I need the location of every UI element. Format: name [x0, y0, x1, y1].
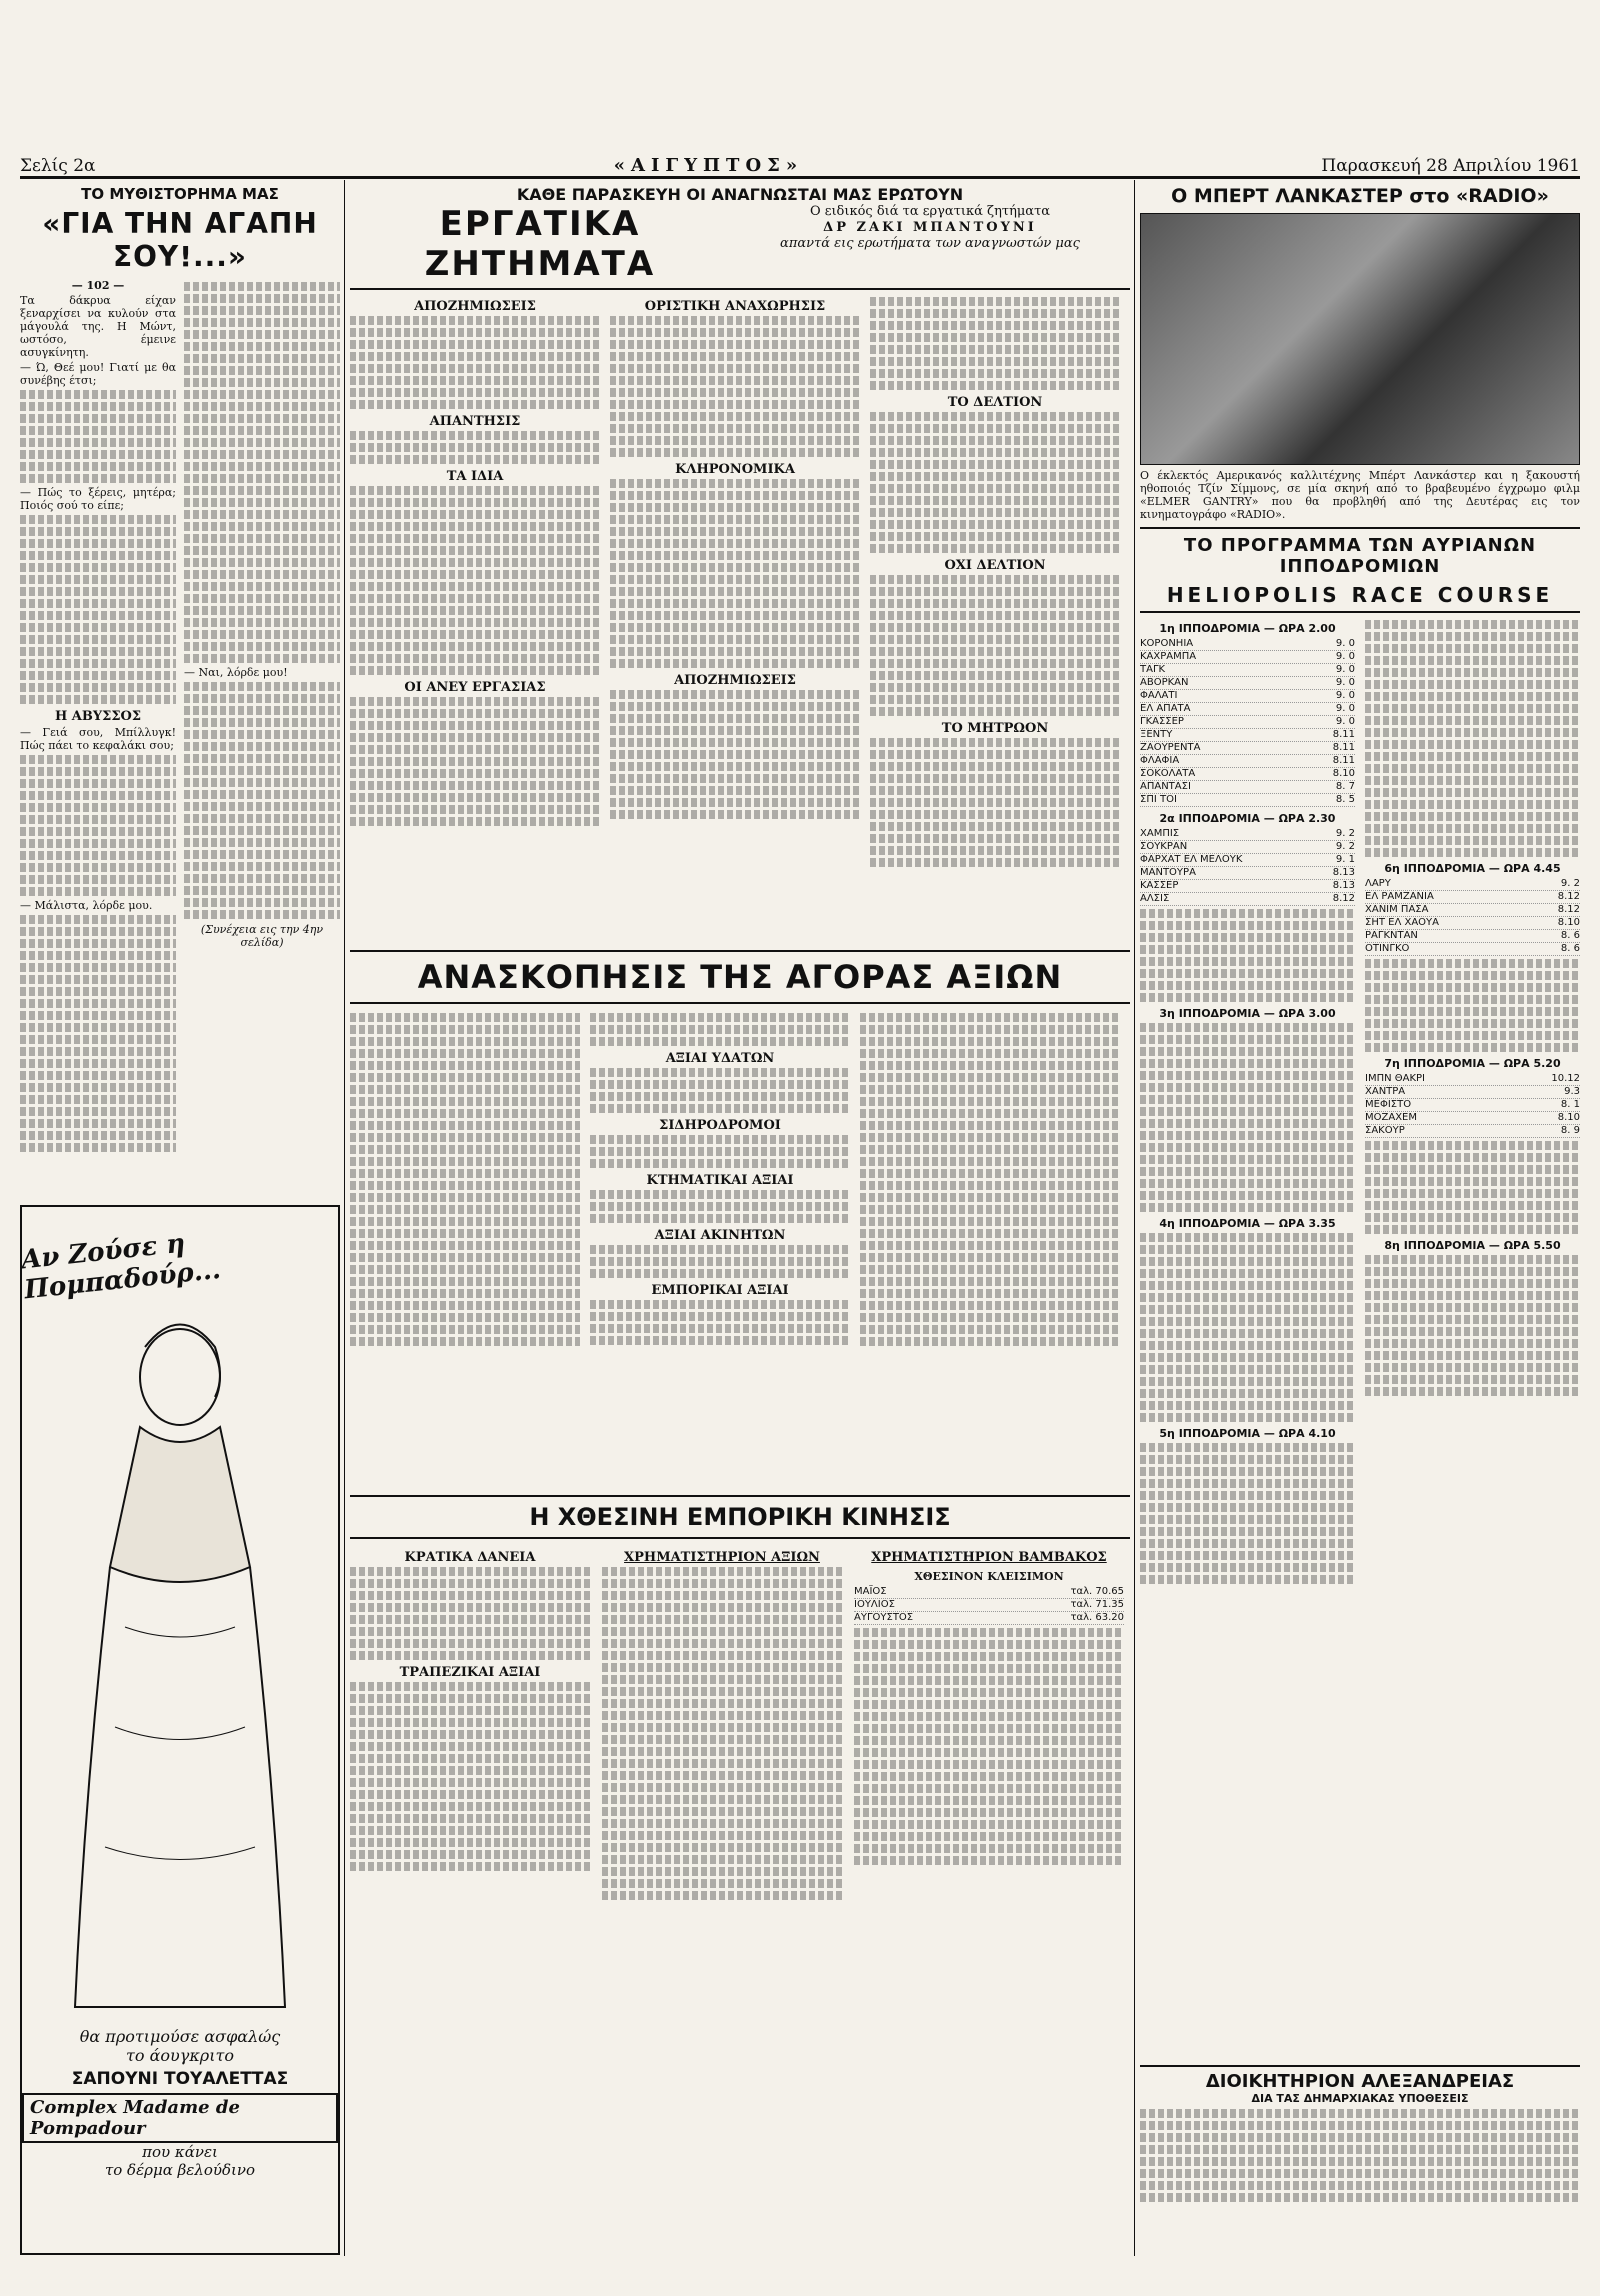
races-title: ΤΟ ΠΡΟΓΡΑΜΜΑ ΤΩΝ ΑΥΡΙΑΝΩΝ ΙΠΠΟΔΡΟΜΙΩΝ [1183, 535, 1537, 577]
race-entry [1140, 755, 1355, 768]
labour-col2-head-1: ΚΛΗΡΟΝΟΜΙΚΑ [675, 462, 795, 477]
horse-weight: 8.12 [1557, 904, 1580, 915]
right-column [1140, 185, 1580, 2256]
horse-name: ΚΑΣΣΕΡ [1140, 880, 1179, 891]
market-sub-4: ΕΜΠΟΡΙΚΑΙ ΑΞΙΑΙ [651, 1283, 789, 1298]
cotton-column [854, 1545, 1124, 1903]
labour-col1-head-1: ΤΑ ΙΔΙΑ [446, 469, 504, 484]
serial-text-right [184, 279, 340, 1155]
market-sub-2: ΚΤΗΜΑΤΙΚΑΙ ΑΞΙΑΙ [646, 1173, 794, 1188]
market-section [350, 950, 1130, 1490]
intro-line-3: απαντά εις ερωτήματα των αναγνωστών μας [780, 236, 1080, 251]
serial-continued: (Συνέχεια εις την 4ην σελίδα) [200, 923, 324, 949]
horse-weight: 8.12 [1332, 893, 1355, 904]
horse-name: ΓΚΑΣΣΕΡ [1140, 716, 1184, 727]
admin-text [1140, 2109, 1580, 2202]
horse-name: ΚΟΡΟΝΗΙΑ [1140, 638, 1194, 649]
serial-line-4: — Μάλιστα, λόρδε μου. [20, 899, 153, 912]
horse-weight: 8.12 [1557, 891, 1580, 902]
serial-line-2: — Πώς το ξέρεις, μητέρα; Ποιός σού το είπε; [20, 486, 176, 512]
paper-name: «ΑΙΓΥΠΤΟΣ» [613, 155, 804, 176]
horse-weight: 9. 2 [1335, 828, 1355, 839]
horse-name: ΦΑΡΧΑΤ ΕΛ ΜΕΛΟΥΚ [1140, 854, 1243, 865]
horse-name: ΑΠΑΝΤΑΣΙ [1140, 781, 1191, 792]
horse-name: ΣΑΚΟΥΡ [1365, 1125, 1405, 1136]
race-7-header: 7η ΙΠΠΟΔΡΟΜΙΑ — ΩΡΑ 5.20 [1384, 1057, 1561, 1070]
cotton-subtitle: ΧΘΕΣΙΝΟΝ ΚΛΕΙΣΙΜΟΝ [914, 1570, 1064, 1583]
horse-name: ΚΑΧΡΑΜΠΑ [1140, 651, 1197, 662]
cotton-title: ΧΡΗΜΑΤΙΣΤΗΡΙΟΝ ΒΑΜΒΑΚΟΣ [871, 1550, 1107, 1565]
labour-title: ΕΡΓΑΤΙΚΑ ΖΗΤΗΜΑΤΑ [424, 204, 656, 284]
race-entry [1140, 651, 1355, 664]
serial-line-3: — Γειά σου, Μπίλλυγκ! Πώς πάει το κεφαλάκι σου; [20, 726, 176, 752]
horse-name: ΜΟΖΑΧΕΜ [1365, 1112, 1417, 1123]
table-row [854, 1599, 1124, 1612]
race-entry [1140, 677, 1355, 690]
race-entry [1365, 904, 1580, 917]
serial-opening: Τα δάκρυα είχαν ξεναρχίσει να κυλούν στα μάγουλά της. Η Μώντ, ωστόσο, έμεινε ασυγκίνητη. [20, 294, 176, 359]
horse-weight: 9. 0 [1335, 703, 1355, 714]
races-right [1365, 617, 1580, 1587]
radio-kicker: Ο ΜΠΕΡΤ ΛΑΝΚΑΣΤΕΡ στο «RADIO» [1171, 185, 1549, 207]
ad-line-4: το δέρμα βελούδινο [104, 2161, 256, 2179]
labour-kicker: ΚΑΘΕ ΠΑΡΑΣΚΕΥΗ ΟΙ ΑΝΑΓΝΩΣΤΑΙ ΜΑΣ ΕΡΩΤΟΥΝ [516, 185, 964, 204]
soap-advertisement [20, 1205, 340, 2255]
horse-weight: 8. 6 [1560, 943, 1580, 954]
horse-weight: 8. 1 [1560, 1099, 1580, 1110]
race-entry [1140, 638, 1355, 651]
horse-weight: 8.11 [1332, 729, 1355, 740]
ad-slogan: Αν Ζούσε η Πομπαδούρ... [20, 1228, 223, 1306]
race-entry [1140, 664, 1355, 677]
horse-weight: 8.11 [1332, 755, 1355, 766]
ad-brand: Complex Madame de Pompadour [22, 2093, 338, 2143]
horse-weight: 8.13 [1332, 867, 1355, 878]
races-left [1140, 617, 1355, 1587]
race-1-header: 1η ΙΠΠΟΔΡΟΜΙΑ — ΩΡΑ 2.00 [1159, 622, 1336, 635]
ad-line-3: που κάνει [142, 2143, 218, 2161]
horse-name: ΑΒΟΡΚΑΝ [1140, 677, 1189, 688]
cotton-table [854, 1586, 1124, 1625]
horse-weight: 9. 2 [1335, 841, 1355, 852]
market-col-1 [350, 1010, 580, 1349]
horse-name: ΟΤΙΝΓΚΟ [1365, 943, 1410, 954]
commerce-section [350, 1495, 1130, 2255]
market-title: ΑΝΑΣΚΟΠΗΣΙΣ ΤΗΣ ΑΓΟΡΑΣ ΑΞΙΩΝ [417, 958, 1063, 996]
labour-col-1 [350, 294, 600, 870]
horse-name: ΣΟΚΟΛΑΤΑ [1140, 768, 1196, 779]
race-entry [1365, 917, 1580, 930]
stocks-column [602, 1545, 842, 1903]
horse-weight: 10.12 [1551, 1073, 1580, 1084]
table-row [854, 1586, 1124, 1599]
horse-name: ΕΛ ΡΑΜΖΑΝΙΑ [1365, 891, 1434, 902]
cotton-month: ΙΟΥΛΙΟΣ [854, 1599, 895, 1610]
race-6-header: 6η ΙΠΠΟΔΡΟΜΙΑ — ΩΡΑ 4.45 [1384, 862, 1561, 875]
commerce-title: Η ΧΘΕΣΙΝΗ ΕΜΠΟΡΙΚΗ ΚΙΝΗΣΙΣ [529, 1503, 951, 1531]
ad-product: ΣΑΠΟΥΝΙ ΤΟΥΑΛΕΤΤΑΣ [71, 2069, 289, 2089]
horse-name: ΞΕΝΤΥ [1140, 729, 1173, 740]
race-entry [1365, 1099, 1580, 1112]
horse-weight: 8.10 [1332, 768, 1355, 779]
intro-line-2: ΔΡ ΖΑΚΙ ΜΠΑΝΤΟΥΝΙ [823, 220, 1037, 235]
horse-weight: 8. 9 [1560, 1125, 1580, 1136]
serial-line-5: — Ναι, λόρδε μου! [184, 666, 288, 679]
race-entry [1140, 841, 1355, 854]
cotton-price: ταλ. 63.20 [1070, 1612, 1124, 1623]
market-sub-3: ΑΞΙΑΙ ΑΚΙΝΗΤΩΝ [654, 1228, 786, 1243]
race-entry [1365, 878, 1580, 891]
market-col-2 [590, 1010, 850, 1349]
labour-col3-head-1: ΟΧΙ ΔΕΛΤΙΟΝ [944, 558, 1046, 573]
horse-weight: 9. 0 [1335, 638, 1355, 649]
race-5-header: 5η ΙΠΠΟΔΡΟΜΙΑ — ΩΡΑ 4.10 [1159, 1427, 1336, 1440]
serial-title: «ΓΙΑ ΤΗΝ ΑΓΑΠΗ ΣΟΥ!...» [42, 207, 318, 273]
race-2-header: 2α ΙΠΠΟΔΡΟΜΙΑ — ΩΡΑ 2.30 [1159, 812, 1336, 825]
horse-weight: 9. 0 [1335, 690, 1355, 701]
race-8-header: 8η ΙΠΠΟΔΡΟΜΙΑ — ΩΡΑ 5.50 [1384, 1239, 1561, 1252]
admin-notice [1140, 2065, 1580, 2205]
horse-weight: 8.10 [1557, 917, 1580, 928]
serial-kicker: ΤΟ ΜΥΘΙΣΤΟΡΗΜΑ ΜΑΣ [81, 185, 279, 203]
labour-col3-head-2: ΤΟ ΜΗΤΡΩΟΝ [941, 721, 1049, 736]
race-entry [1365, 891, 1580, 904]
horse-name: ΖΑΟΥΡΕΝΤΑ [1140, 742, 1201, 753]
race-entry [1365, 1086, 1580, 1099]
horse-name: ΑΛΣΙΣ [1140, 893, 1170, 904]
woman-illustration-icon [65, 1307, 295, 2027]
labour-col1-head-2: ΟΙ ΑΝΕΥ ΕΡΓΑΣΙΑΣ [404, 680, 546, 695]
market-col-3 [860, 1010, 1120, 1349]
market-col-4 [350, 1545, 590, 1903]
labour-section [350, 185, 1130, 945]
race-entry [1140, 768, 1355, 781]
horse-weight: 9. 0 [1335, 651, 1355, 662]
ad-line-1: θα προτιμούσε ασφαλώς [79, 2027, 281, 2046]
horse-weight: 9. 0 [1335, 716, 1355, 727]
horse-weight: 9. 0 [1335, 664, 1355, 675]
race-3-header: 3η ΙΠΠΟΔΡΟΜΙΑ — ΩΡΑ 3.00 [1159, 1007, 1336, 1020]
race-entry [1140, 867, 1355, 880]
serial-number: — 102 — [71, 279, 125, 292]
horse-name: ΦΛΑΦΙΑ [1140, 755, 1180, 766]
horse-weight: 8.13 [1332, 880, 1355, 891]
horse-name: ΧΑΝΤΡΑ [1365, 1086, 1406, 1097]
serial-column [20, 185, 340, 2256]
race-entry [1140, 742, 1355, 755]
horse-name: ΣΗΤ ΕΛ ΧΑΟΥΑ [1365, 917, 1439, 928]
race-entry [1140, 690, 1355, 703]
film-still-photo [1140, 213, 1580, 465]
labour-col-3 [870, 294, 1120, 870]
cotton-price: ταλ. 71.35 [1070, 1599, 1124, 1610]
serial-line-1: — Ώ, Θεέ μου! Γιατί με θα συνέβης έτσι; [20, 361, 176, 387]
market-sub-5: ΚΡΑΤΙΚΑ ΔΑΝΕΙΑ [404, 1550, 536, 1565]
horse-weight: 8. 7 [1335, 781, 1355, 792]
horse-weight: 8. 5 [1335, 794, 1355, 805]
horse-name: ΛΑΡΥ [1365, 878, 1391, 889]
cotton-month: ΜΑΪΟΣ [854, 1586, 887, 1597]
horse-name: ΧΑΝΙΜ ΠΑΣΑ [1365, 904, 1429, 915]
race-entry [1140, 880, 1355, 893]
stocks-title: ΧΡΗΜΑΤΙΣΤΗΡΙΟΝ ΑΞΙΩΝ [624, 1550, 820, 1565]
intro-line-1: Ο ειδικός διά τα εργατικά ζητήματα [809, 204, 1051, 219]
race-entry [1140, 703, 1355, 716]
horse-weight: 8. 6 [1560, 930, 1580, 941]
cotton-price: ταλ. 70.65 [1070, 1586, 1124, 1597]
race-entry [1365, 943, 1580, 956]
race-entry [1365, 930, 1580, 943]
column-divider [344, 180, 345, 2256]
page-number: Σελίς 2α [20, 156, 96, 176]
horse-name: ΣΠΙ ΤΟΙ [1140, 794, 1177, 805]
labour-col-2 [610, 294, 860, 870]
horse-name: ΜΕΦΙΣΤΟ [1365, 1099, 1412, 1110]
horse-weight: 8.11 [1332, 742, 1355, 753]
labour-col3-head-0: ΤΟ ΔΕΛΤΙΟΝ [947, 395, 1043, 410]
race-entry [1140, 828, 1355, 841]
masthead [20, 150, 1580, 179]
race-entry [1140, 729, 1355, 742]
horse-weight: 9. 1 [1335, 854, 1355, 865]
column-divider [1134, 180, 1135, 2256]
serial-section: Η ΑΒΥΣΣΟΣ [54, 709, 142, 724]
race-entry [1140, 893, 1355, 906]
issue-date: Παρασκευή 28 Απριλίου 1961 [1321, 156, 1580, 176]
race-4-header: 4η ΙΠΠΟΔΡΟΜΙΑ — ΩΡΑ 3.35 [1159, 1217, 1336, 1230]
races-venue: HELIOPOLIS RACE COURSE [1166, 583, 1554, 607]
horse-weight: 9. 0 [1335, 677, 1355, 688]
serial-text-left [20, 279, 176, 1155]
labour-col2-head-2: ΑΠΟΖΗΜΙΩΣΕΙΣ [674, 673, 796, 688]
ad-line-2: το άουγκριτο [126, 2046, 234, 2065]
race-entry [1140, 854, 1355, 867]
market-sub-1: ΣΙΔΗΡΟΔΡΟΜΟΙ [659, 1118, 781, 1133]
horse-name: ΜΑΝΤΟΥΡΑ [1140, 867, 1196, 878]
race-entry [1365, 1112, 1580, 1125]
horse-weight: 9. 2 [1560, 878, 1580, 889]
race-entry [1140, 716, 1355, 729]
race-entry [1140, 781, 1355, 794]
market-sub-6: ΤΡΑΠΕΖΙΚΑΙ ΑΞΙΑΙ [399, 1665, 541, 1680]
labour-col1-head-0: ΑΠΟΖΗΜΙΩΣΕΙΣ [414, 299, 536, 314]
horse-name: ΤΑΓΚ [1140, 664, 1166, 675]
race-entry [1365, 1125, 1580, 1138]
race-entry [1365, 1073, 1580, 1086]
race-entry [1140, 794, 1355, 807]
horse-name: ΕΛ ΑΠΑΤΑ [1140, 703, 1191, 714]
table-row [854, 1612, 1124, 1625]
newspaper-page [20, 20, 1580, 2256]
cotton-month: ΑΥΓΟΥΣΤΟΣ [854, 1612, 914, 1623]
horse-name: ΦΑΛΑΤΙ [1140, 690, 1178, 701]
admin-title: ΔΙΟΙΚΗΤΗΡΙΟΝ ΑΛΕΞΑΝΔΡΕΙΑΣ [1205, 2071, 1515, 2092]
labour-col2-head-0: ΟΡΙΣΤΙΚΗ ΑΝΑΧΩΡΗΣΙΣ [644, 299, 826, 314]
admin-subtitle: ΔΙΑ ΤΑΣ ΔΗΜΑΡΧΙΑΚΑΣ ΥΠΟΘΕΣΕΙΣ [1251, 2092, 1469, 2105]
horse-name: ΡΑΓΚΝΤΑΝ [1365, 930, 1418, 941]
horse-weight: 9.3 [1564, 1086, 1580, 1097]
horse-name: ΙΜΠΝ ΘΑΚΡΙ [1365, 1073, 1426, 1084]
labour-intro [730, 204, 1130, 284]
market-sub-0: ΑΞΙΑΙ ΥΔΑΤΩΝ [665, 1051, 775, 1066]
horse-weight: 8.10 [1557, 1112, 1580, 1123]
answer-label: ΑΠΑΝΤΗΣΙΣ [429, 414, 521, 429]
radio-caption: Ο έκλεκτός Αμερικανός καλλιτέχνης Μπέρτ Λανκάστερ και η ξακουστή ηθοποιός Τζίν Σίμμονς, σε μία σκηνή από το βραβευμένο έγχρωμο φιλμ «ELMER GANTRY» που θα προβληθή από της Δευτέρας εις τον κινηματογράφο «RADIO». [1140, 469, 1580, 521]
horse-name: ΣΟΥΚΡΑΝ [1140, 841, 1188, 852]
horse-name: ΧΑΜΠΙΣ [1140, 828, 1180, 839]
